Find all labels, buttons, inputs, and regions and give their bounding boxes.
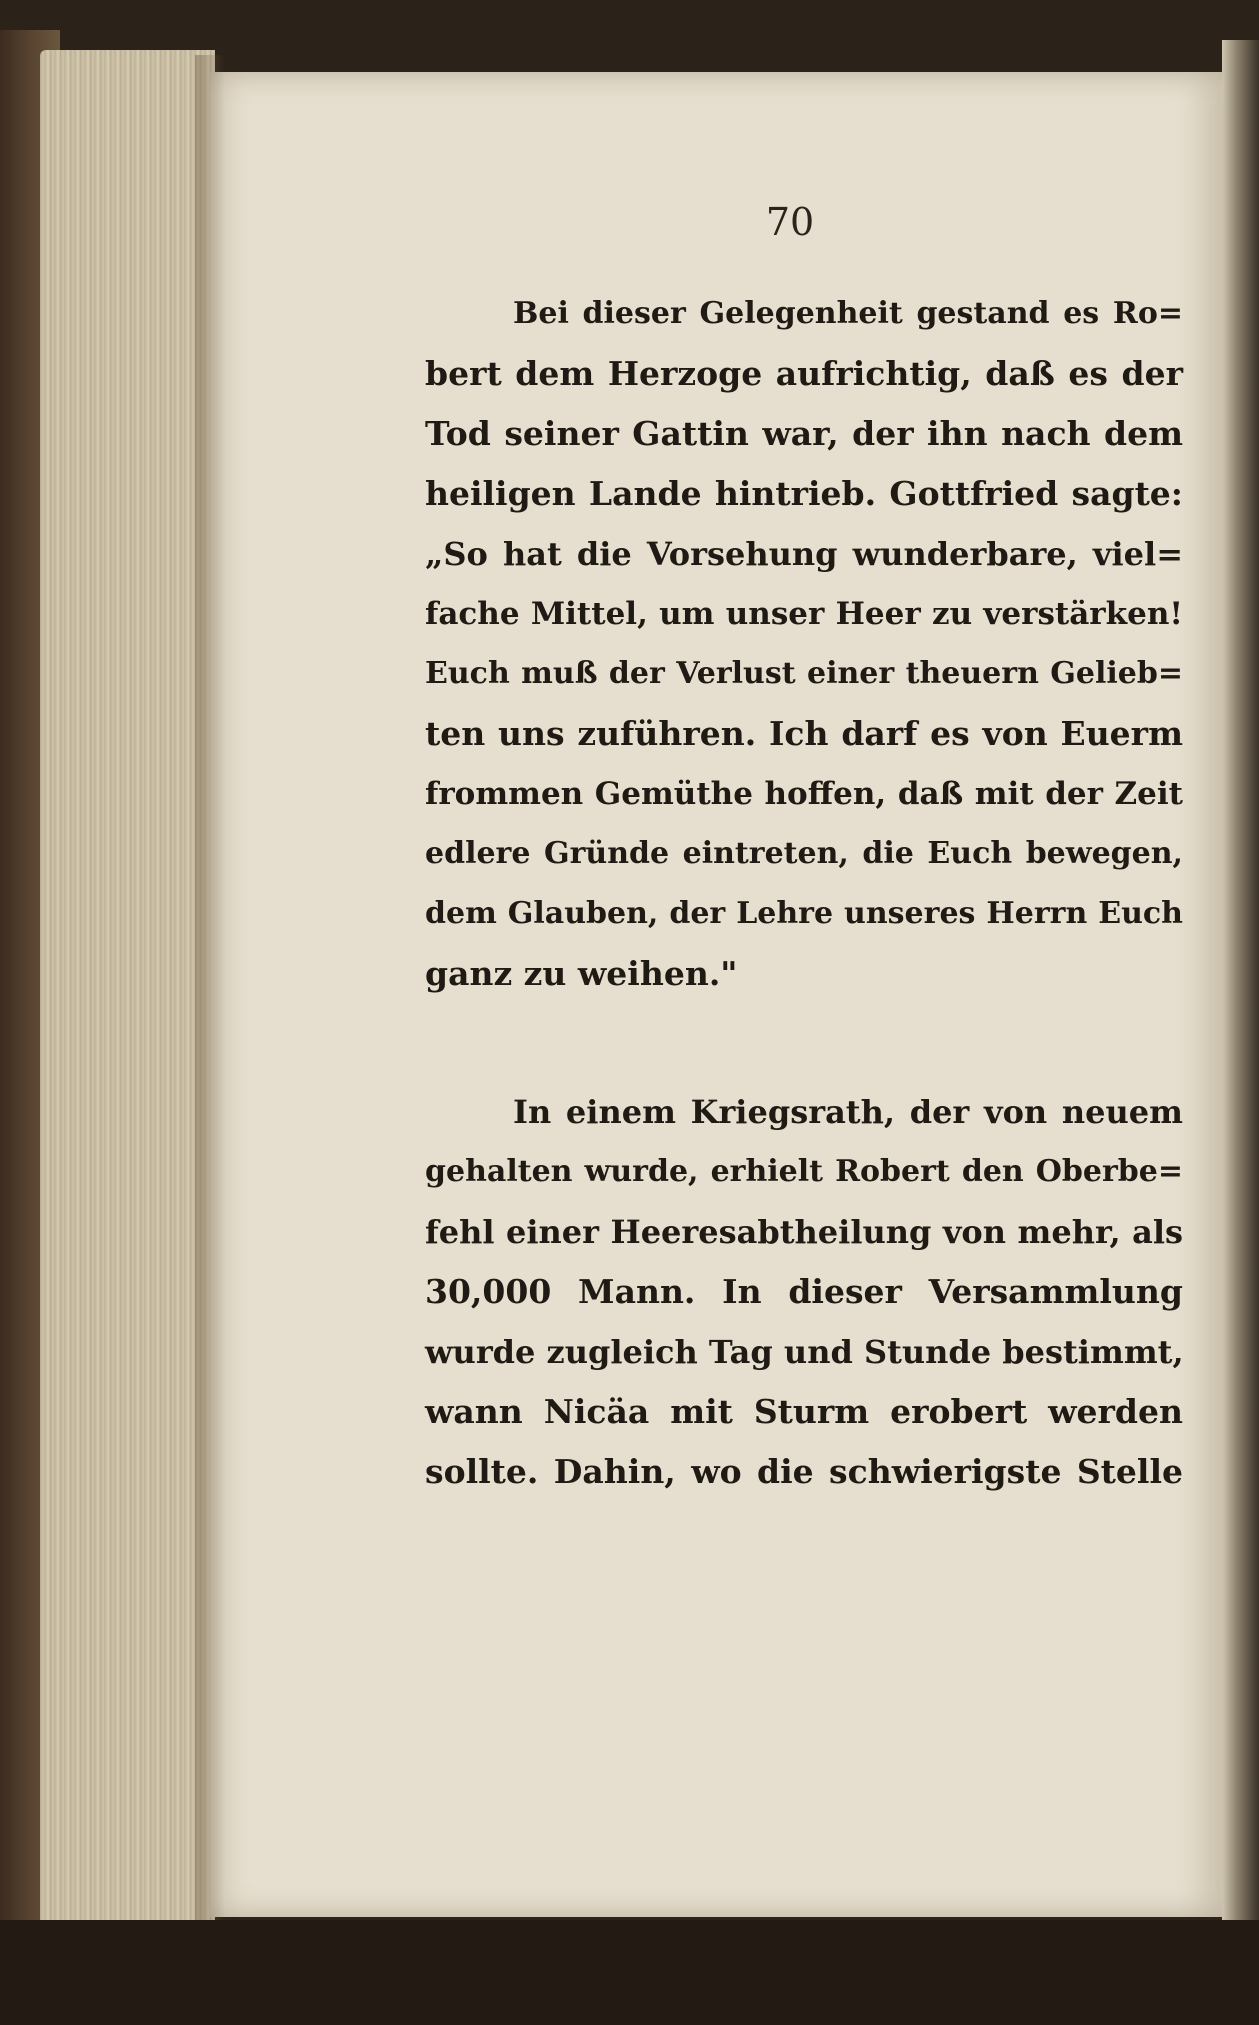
text-line: gehalten wurde, erhielt Robert den Oberbe= xyxy=(425,1154,1183,1189)
text-line: edlere Gründe eintreten, die Euch bewegen, xyxy=(425,836,1183,871)
text-line: frommen Gemüthe hoffen, daß mit der Zeit xyxy=(425,776,1183,812)
text-line: Tod seiner Gattin war, der ihn nach dem xyxy=(425,414,1183,453)
text-line: ten uns zuführen. Ich darf es von Euerm xyxy=(425,714,1183,753)
text-line: wann Nicäa mit Sturm erobert werden xyxy=(425,1392,1183,1431)
text-line: Bei dieser Gelegenheit gestand es Ro= xyxy=(513,296,1183,331)
text-line: bert dem Herzoge aufrichtig, daß es der xyxy=(425,354,1183,393)
page-number: 70 xyxy=(765,200,815,244)
text-line: In einem Kriegsrath, der von neuem xyxy=(513,1093,1183,1131)
text-line: heiligen Lande hintrieb. Gottfried sagte: xyxy=(425,474,1183,513)
page-edges-stack xyxy=(40,50,215,1930)
text-line: sollte. Dahin, wo die schwierigste Stelle xyxy=(425,1452,1183,1491)
page-right-edge xyxy=(1222,40,1259,2000)
paragraph-1 xyxy=(425,284,1183,1004)
text-line: fehl einer Heeresabtheilung von mehr, als xyxy=(425,1213,1183,1251)
text-line: wurde zugleich Tag und Stunde bestimmt, xyxy=(425,1333,1184,1371)
gutter-shadow xyxy=(195,55,225,1925)
text-line: ganz zu weihen." xyxy=(425,954,738,993)
scan-bottom-margin xyxy=(0,1920,1259,2025)
text-line: fache Mittel, um unser Heer zu verstärken! xyxy=(425,596,1183,632)
text-line: „So hat die Vorsehung wunderbare, viel= xyxy=(425,535,1183,573)
text-line: dem Glauben, der Lehre unseres Herrn Euch xyxy=(425,896,1183,931)
paragraph-2 xyxy=(425,1082,1183,1502)
text-line: 30,000 Mann. In dieser Versammlung xyxy=(425,1272,1183,1311)
text-line: Euch muß der Verlust einer theuern Gelieb= xyxy=(425,656,1183,691)
